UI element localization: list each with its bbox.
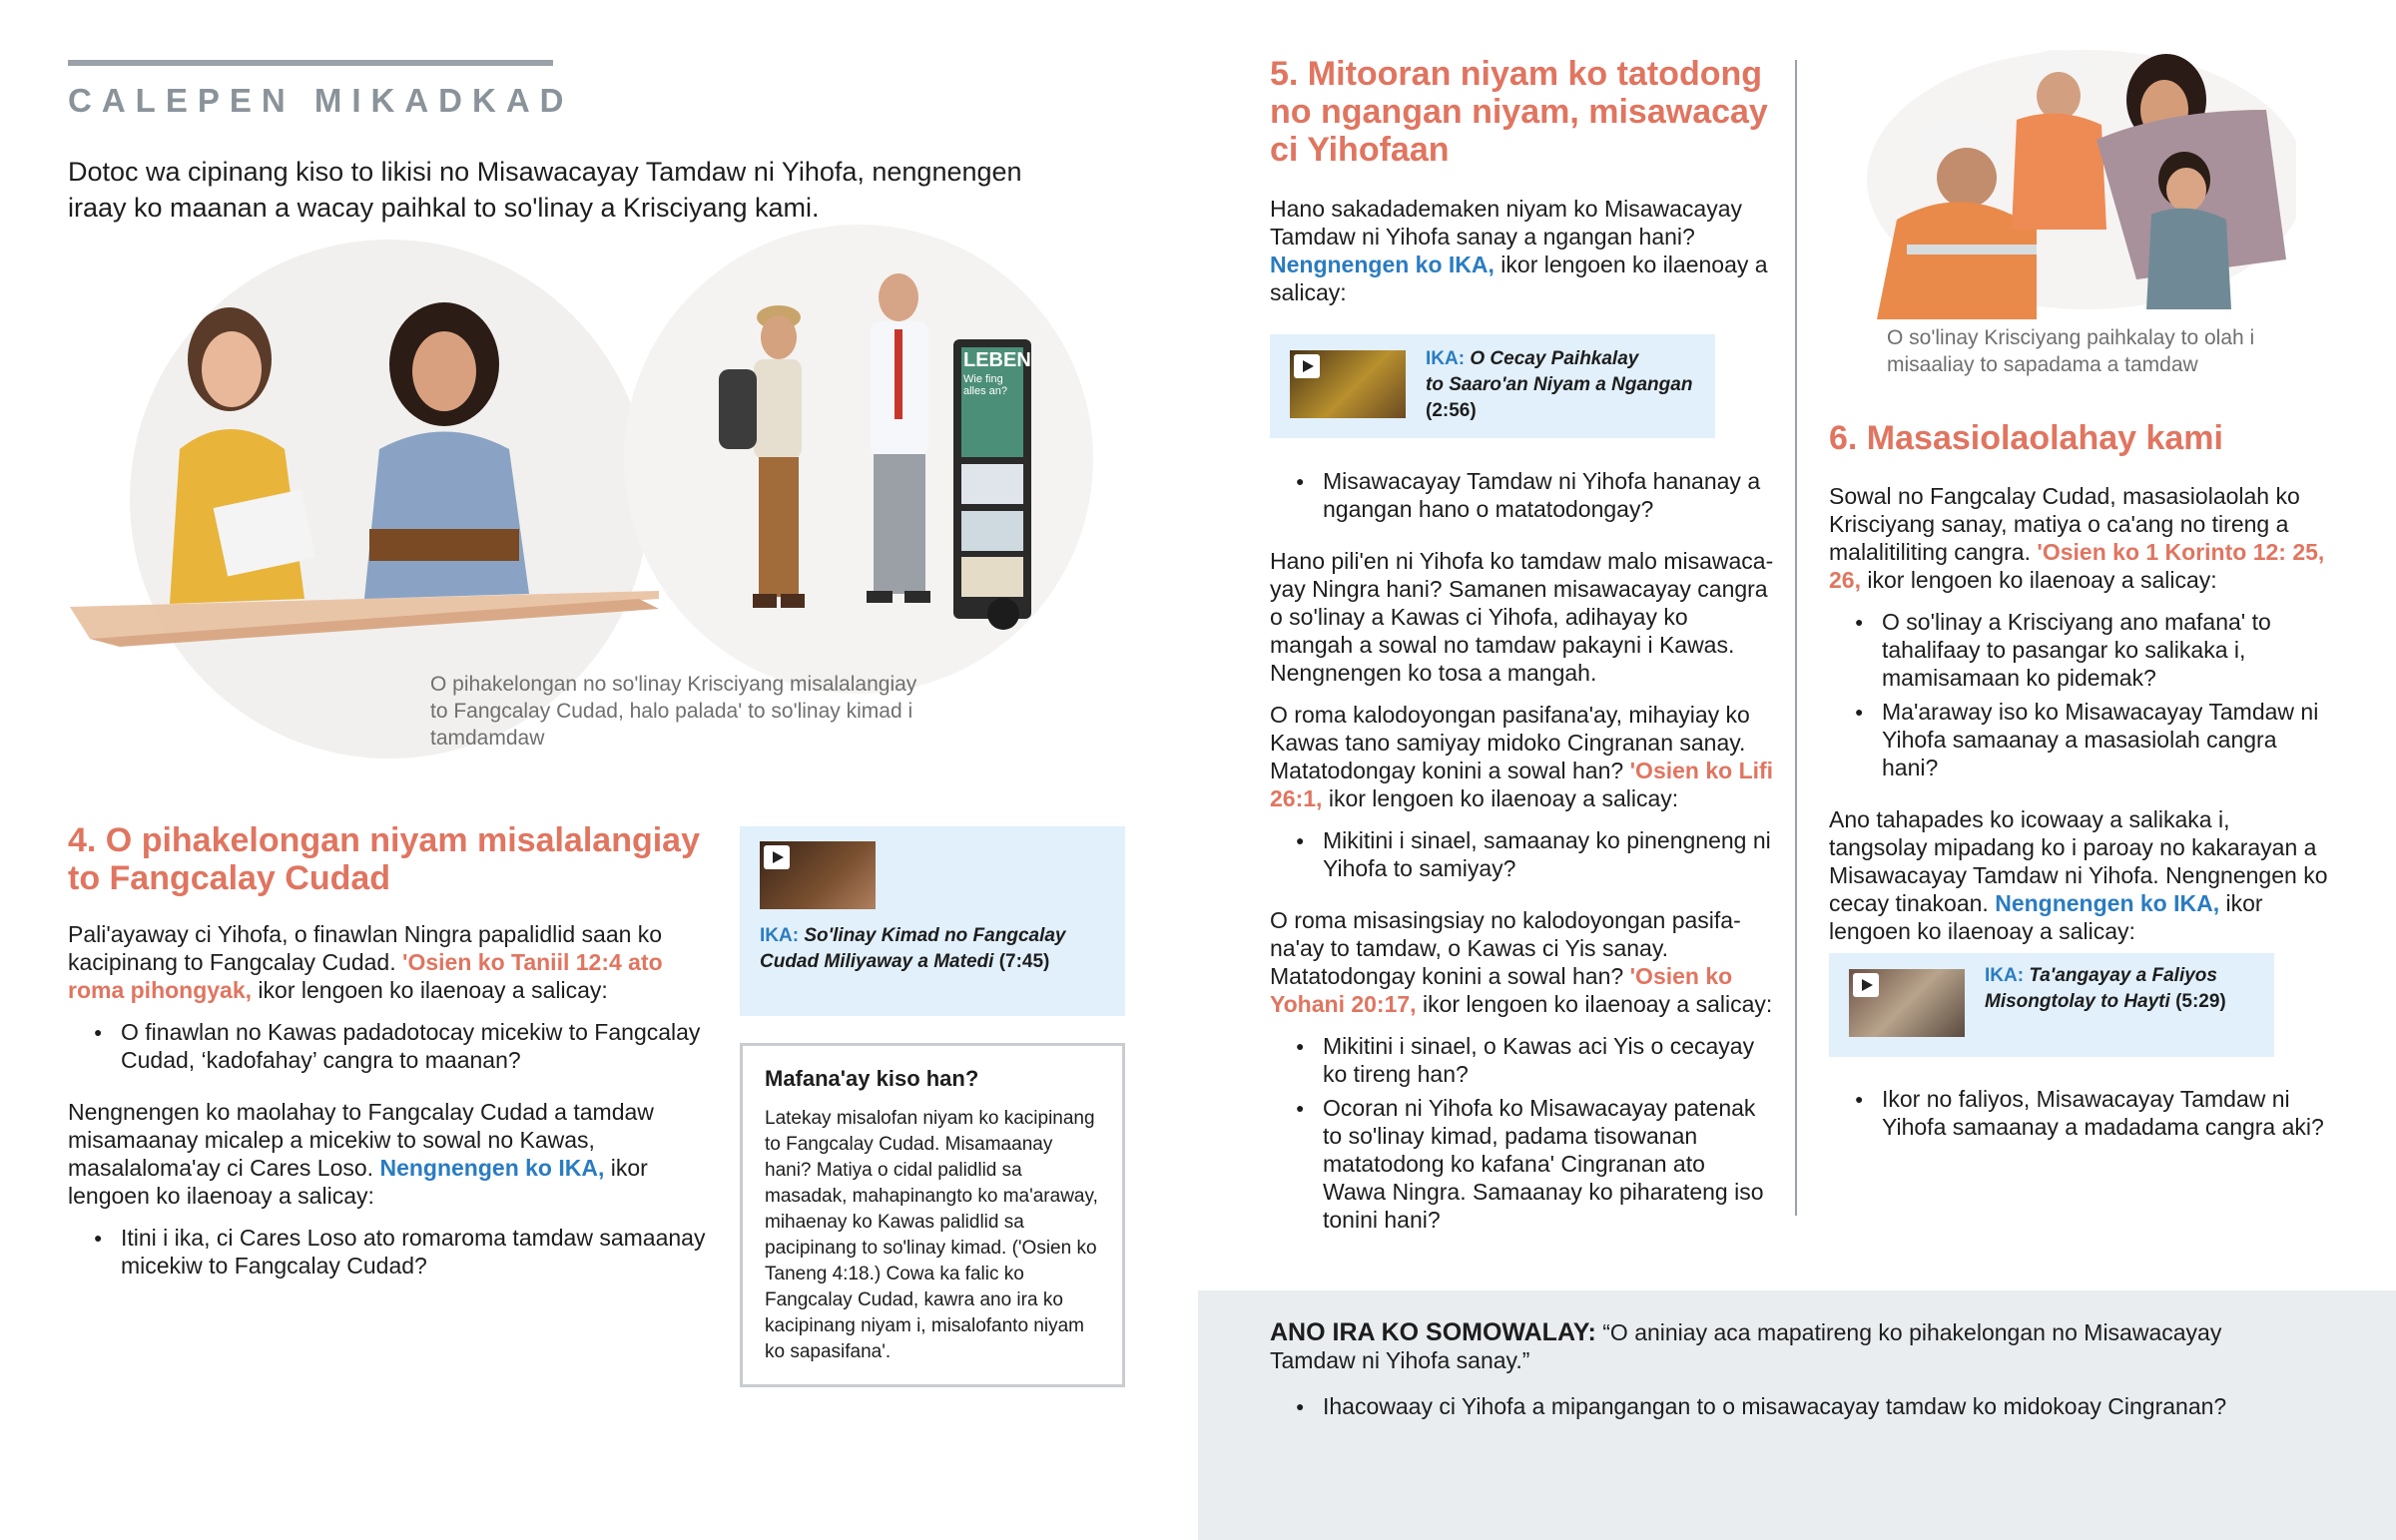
did-you-know-box	[740, 1043, 1125, 1387]
text: ikor lengoen ko ilaenoay a salicay:	[1322, 785, 1679, 811]
kicker-rule	[68, 60, 553, 66]
question-bullet: ● O finawlan no Kawas padadotocay micekiw to Fangcalay Cudad, ‘kadofahay’ cangra to maanan?	[94, 1018, 707, 1074]
section5-content-2	[1270, 467, 1774, 1234]
video-title: Ta'angayay a Faliyos	[2029, 965, 2217, 986]
sidebar-text: Latekay misalofan niyam ko kacipinang to Fangcalay Cudad. Misamaanay hani? Matiya o cidal palidlid sa masadak, mahapinangto ko ma'araway, mihaenay ko Kawas palidlid sa pacipinang to so'linay kimad. ('Osien ko Taneng 4:18.) Cowa ka falic ko Fangcalay Cudad, kawra ano ira ko kacipinang niyam i, misalofanto niyam ko sapasifana'.	[765, 1108, 1098, 1362]
play-icon[interactable]	[1294, 354, 1320, 378]
section5-paragraph3	[1270, 701, 1774, 812]
video-caption	[1426, 346, 1710, 424]
magazine-cover-title: LEBEN	[963, 349, 1031, 371]
illustration-relief-workers	[1837, 30, 2296, 319]
section6-questions-2	[1855, 1085, 2333, 1141]
section4-questions-2	[94, 1224, 707, 1280]
video-caption	[760, 923, 1109, 975]
question-bullet: ● Itini i ika, ci Cares Loso ato romaroma tamdaw samaanay micekiw to Fangcalay Cudad?	[94, 1224, 707, 1280]
ika-label: IKA:	[760, 925, 800, 946]
section6-content-2	[1829, 1085, 2333, 1141]
text: ikor lengoen ko ilaenoay a salicay:	[1829, 890, 2263, 944]
question-bullet: ● Ihacowaay ci Yihofa a mipangangan to o misawacayay tamdaw ko midokoay Cingranan?	[1296, 1392, 2288, 1420]
section4-heading: 4. O pihakelongan niyam misalalangiay to Fangcalay Cudad	[68, 821, 701, 897]
video-box-2[interactable]	[1270, 334, 1715, 438]
intro-paragraph: Dotoc wa cipinang kiso to likisi no Misawacayay Tamdaw ni Yihofa, nengnengen iraay ko maanan a wacay paihkal to so'linay a Krisciyang kami.	[68, 157, 1022, 223]
video-link[interactable]: Nengnengen ko IKA,	[1270, 252, 1495, 277]
section4-questions-1	[94, 1018, 707, 1074]
question-bullet: ● Mikitini i sinael, o Kawas aci Yis o cecayay ko tireng han?	[1296, 1032, 1774, 1088]
section5-paragraph1	[1270, 195, 1769, 306]
text: Nengnengen ko maolahay to Fangcalay Cudad a tamdaw misamaanay micalep a micekiw to sowal no Kawas, masalaloma'ay ci Cares Loso.	[68, 1099, 654, 1181]
section6-content	[1829, 482, 2333, 945]
scripture-ref-lifi[interactable]: 'Osien ko Lifi 26:1,	[1270, 758, 1774, 811]
summary-quote: “O aniniay aca mapatireng ko pihakelongan no Misawacayay Tamdaw ni Yihofa sanay.”	[1270, 1319, 2222, 1373]
video-link[interactable]: Nengnengen ko IKA,	[1995, 890, 2220, 916]
left-image-caption: O pihakelongan no so'linay Krisciyang misalalangiay to Fangcalay Cudad, halo palada' to so'linay kimad i tamdamdaw	[430, 673, 917, 750]
text: Pali'ayaway ci Yihofa, o finawlan Ningra papalidlid saan ko kacipinang to Fangcalay Cudad.	[68, 921, 663, 975]
text: ikor lengoen ko ilaenoay a salicay:	[1860, 567, 2217, 593]
question-bullet: ● Ma'araway iso ko Misawacayay Tamdaw ni Yihofa samaanay a masasiolah cangra hani?	[1855, 698, 2333, 781]
section5-questions-3	[1296, 1032, 1774, 1234]
ika-label: IKA:	[1426, 348, 1466, 369]
video-duration: (5:29)	[2175, 991, 2226, 1012]
video-caption	[1985, 963, 2269, 1015]
section4-paragraph1	[68, 920, 707, 1004]
video-title: So'linay Kimad no Fangcalay Cudad Miliyaway a Matedi	[760, 925, 1066, 972]
text: Hano sakadademaken niyam ko Misawacayay Tamdaw ni Yihofa sanay a ngangan hani?	[1270, 196, 1743, 250]
magazine-cover-subtitle: Wie fing alles an?	[963, 373, 1008, 397]
text: ikor lengoen ko ilaenoay a salicay:	[68, 1155, 648, 1209]
kicker-title: CALEPEN MIKADKAD	[68, 82, 574, 119]
play-icon[interactable]	[1853, 973, 1879, 997]
summary-box	[1198, 1290, 2396, 1540]
text: Sowal no Fangcalay Cudad, masasiolaolah ko Krisciyang sanay, matiya o ca'ang no tireng a malalitiliting cangra.	[1829, 483, 2300, 565]
section6-questions-1	[1855, 608, 2333, 781]
video-thumbnail[interactable]	[760, 841, 876, 909]
section5-questions-1	[1296, 467, 1774, 523]
summary-questions	[1296, 1392, 2288, 1420]
text: Ano tahapades ko icowaay a salikaka i, tangsolay mipadang ko i paroay no kakarayan a Misawacayay Tamdaw ni Yihofa. Nengnengen ko cecay tinakoan.	[1829, 806, 2328, 916]
scripture-ref-taniil[interactable]: 'Osien ko Taniil 12:4 ato roma pihongyak,	[68, 949, 663, 1003]
summary-statement	[1270, 1318, 2288, 1374]
question-bullet: ● Ocoran ni Yihofa ko Misawacayay patenak to so'linay kimad, padama tisowanan matatodong ko kafana' Cingranan ato Wawa Ningra. Samaanay ko piharateng iso tonini hani?	[1296, 1094, 1774, 1234]
section4-paragraph2	[68, 1098, 707, 1210]
video-link[interactable]: Nengnengen ko IKA,	[379, 1155, 605, 1181]
section6-paragraph2	[1829, 805, 2333, 945]
scripture-ref-yohani[interactable]: 'Osien ko Yohani 20:17,	[1270, 963, 1733, 1017]
video-box-1[interactable]	[740, 826, 1125, 1016]
section5-content	[1270, 195, 1769, 306]
question-bullet: ● Ikor no faliyos, Misawacayay Tamdaw ni Yihofa samaanay a madadama cangra aki?	[1855, 1085, 2333, 1141]
play-icon[interactable]	[764, 845, 790, 869]
scripture-ref-korinto[interactable]: 'Osien ko 1 Korinto 12: 25, 26,	[1829, 539, 2325, 593]
summary-label: ANO IRA KO SOMOWALAY:	[1270, 1318, 1596, 1346]
ika-label: IKA:	[1985, 965, 2025, 986]
section5-heading: 5. Mitooran niyam ko tatodong no ngangan niyam, misawacay ci Yihofaan	[1270, 55, 1768, 169]
section5-paragraph2: Hano pili'en ni Yihofa ko tamdaw malo misawacayay Ningra hani? Samanen misawacayay cangra o so'linay a Kawas ci Yihofa, adihayay ko mangah a sowal no tamdaw pakayni i Kawas. Nengnengen ko tosa a mangah.	[1270, 548, 1774, 686]
sidebar-title: Mafana'ay kiso han?	[765, 1066, 979, 1091]
text: ikor lengoen ko ilaenoay a salicay:	[1270, 252, 1768, 305]
text: O roma misasingsiay no kalodoyongan pasifana'ay to tamdaw, o Kawas ci Yis sanay. Matatodongay konini a sowal han?	[1270, 907, 1741, 989]
question-bullet: ● Mikitini i sinael, samaanay ko pinengneng ni Yihofa to samiyay?	[1296, 826, 1774, 882]
question-bullet: ● Misawacayay Tamdaw ni Yihofa hananay a ngangan hano o matatodongay?	[1296, 467, 1774, 523]
text: ikor lengoen ko ilaenoay a salicay:	[252, 977, 608, 1003]
video-box-3[interactable]	[1829, 953, 2274, 1057]
video-thumbnail[interactable]	[1849, 969, 1965, 1037]
section5-questions-2	[1296, 826, 1774, 882]
column-divider	[1795, 60, 1797, 1216]
section6-heading: 6. Masasiolaolahay kami	[1829, 419, 2223, 457]
video-duration: (2:56)	[1426, 400, 1477, 421]
section4-content	[68, 920, 707, 1280]
video-title: to Saaro'an Niyam a Ngangan	[1426, 374, 1693, 395]
video-thumbnail[interactable]	[1290, 350, 1406, 418]
text: ikor lengoen ko ilaenoay a salicay:	[1416, 991, 1773, 1017]
section5-paragraph4	[1270, 906, 1774, 1018]
right-image-caption: O so'linay Krisciyang paihkalay to olah i misaaliay to sapadama a tamdaw	[1887, 326, 2255, 376]
video-title: Misongtolay to Hayti	[1985, 991, 2170, 1012]
video-title: O Cecay Paihkalay	[1470, 348, 1639, 369]
section6-paragraph1	[1829, 482, 2333, 594]
text: O roma kalodoyongan pasifana'ay, mihayiay ko Kawas tano samiyay midoko Cingranan sanay. Matatodongay konini a sowal han?	[1270, 702, 1750, 783]
question-bullet: ● O so'linay a Krisciyang ano mafana' to tahalifaay to pasangar ko salikaka i, mamisamaan ko pidemak?	[1855, 608, 2333, 692]
video-duration: (7:45)	[998, 951, 1050, 972]
